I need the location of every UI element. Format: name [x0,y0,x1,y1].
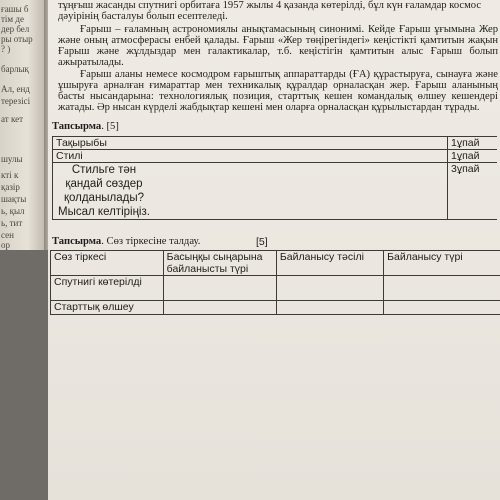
task1-table [52,136,497,220]
left-page-text: ь, қыл [1,206,25,216]
task2-points: [5] [256,236,268,248]
left-page-text: барлық [1,64,29,74]
task1-score: 3ұпай [448,163,498,220]
task2-cell [276,276,383,301]
task2-title: . Сөз тіркесіне талдау. [101,236,201,247]
left-page-text: ат кет [1,114,24,124]
left-page-text: шақты [1,194,27,204]
task2-cell [384,301,500,315]
intro-line: дәуірінің басталуы болып есептеледі. [58,11,228,22]
paragraph-cosmodrome: Ғарыш аланы немесе космодром ғарыштық аппараттарды (ҒА) құрастыруға, сынауға және ұшыруға арналған ғимараттар мен техникалық құралдар орналасқан жер. Ғарыш аланының басты нысандарына: технологиялық позиция, старттық кешен командалық өлшеу кешендері жатады. Әр нысан күрделі жабдықтар кешені мен оларға орналасқан құрылыстардан тұрады. [58,69,498,113]
task2-header: Басыңқы сыңарына байланысты түрі [163,251,276,276]
task2-cell [276,301,383,315]
task2-cell [163,276,276,301]
task1-cell: Тақырыбы [53,137,448,150]
task2-cell: Старттық өлшеу [51,301,164,315]
left-page-text: қазір [1,182,20,192]
table-row [51,251,500,276]
left-page-text: сен [1,230,14,240]
task1-score: 1ұпай [448,137,498,150]
task2-heading [52,237,252,248]
left-facing-page [0,0,46,250]
table-row [53,137,498,150]
intro-line: тұңғыш жасанды спутнигі орбитаға 1957 жылы 4 қазанда көтерілді, бұл күн ғаламдар космос [58,0,482,11]
task2-cell: Спутнигі көтерілді [51,276,164,301]
left-page-text: кті к [1,170,19,180]
left-page-text: Ал, енд [1,84,30,94]
task2-table [50,250,500,315]
task2-cell [163,301,276,315]
paragraph-space-definition: Ғарыш – ғаламның астрономиялы анықтамасының синонимі. Кейде Ғарыш ұғымына Жер және оның атмосферасы енбей қалады. Ғарыш «Жер төңірегіндегі» кеңістікті қамтитын жақын Ғарыш және жұлдыздар мен галактикалар, т.б. кеңістігін қамтитын алыс Ғарыш болып ажыратылады. [58,24,498,68]
task2-header: Байланысу тәсілі [276,251,383,276]
textbook-page [48,0,500,500]
left-page-text: ь, тит [1,218,23,228]
left-page-text: дер бел [1,24,30,34]
table-row [53,163,498,220]
left-page-text: ғашы б [1,4,29,14]
left-page-text: терезісі [1,96,31,106]
task1-question: Стильге тән қандай сөздер қолданылады? Мысал келтіріңіз. [58,164,150,218]
left-page-text: ? ) [1,44,11,54]
table-row [51,276,500,301]
task1-cell: Стилі [53,150,448,163]
task1-label: Тапсырма [52,121,102,132]
left-page-text: ры отыр [1,34,33,44]
left-page-text: ор [1,240,10,250]
left-page-text: шулы [1,154,23,164]
left-page-text: тім де [1,14,24,24]
task1-heading [52,122,252,133]
task1-score: 1ұпай [448,150,498,163]
task1-points: . [5] [101,121,119,132]
task2-header: Байланысу түрі [384,251,500,276]
task2-header: Сөз тіркесі [51,251,164,276]
table-row [51,301,500,315]
task2-cell [384,276,500,301]
task1-cell [53,163,448,220]
task2-label: Тапсырма [52,236,102,247]
table-row [53,150,498,163]
